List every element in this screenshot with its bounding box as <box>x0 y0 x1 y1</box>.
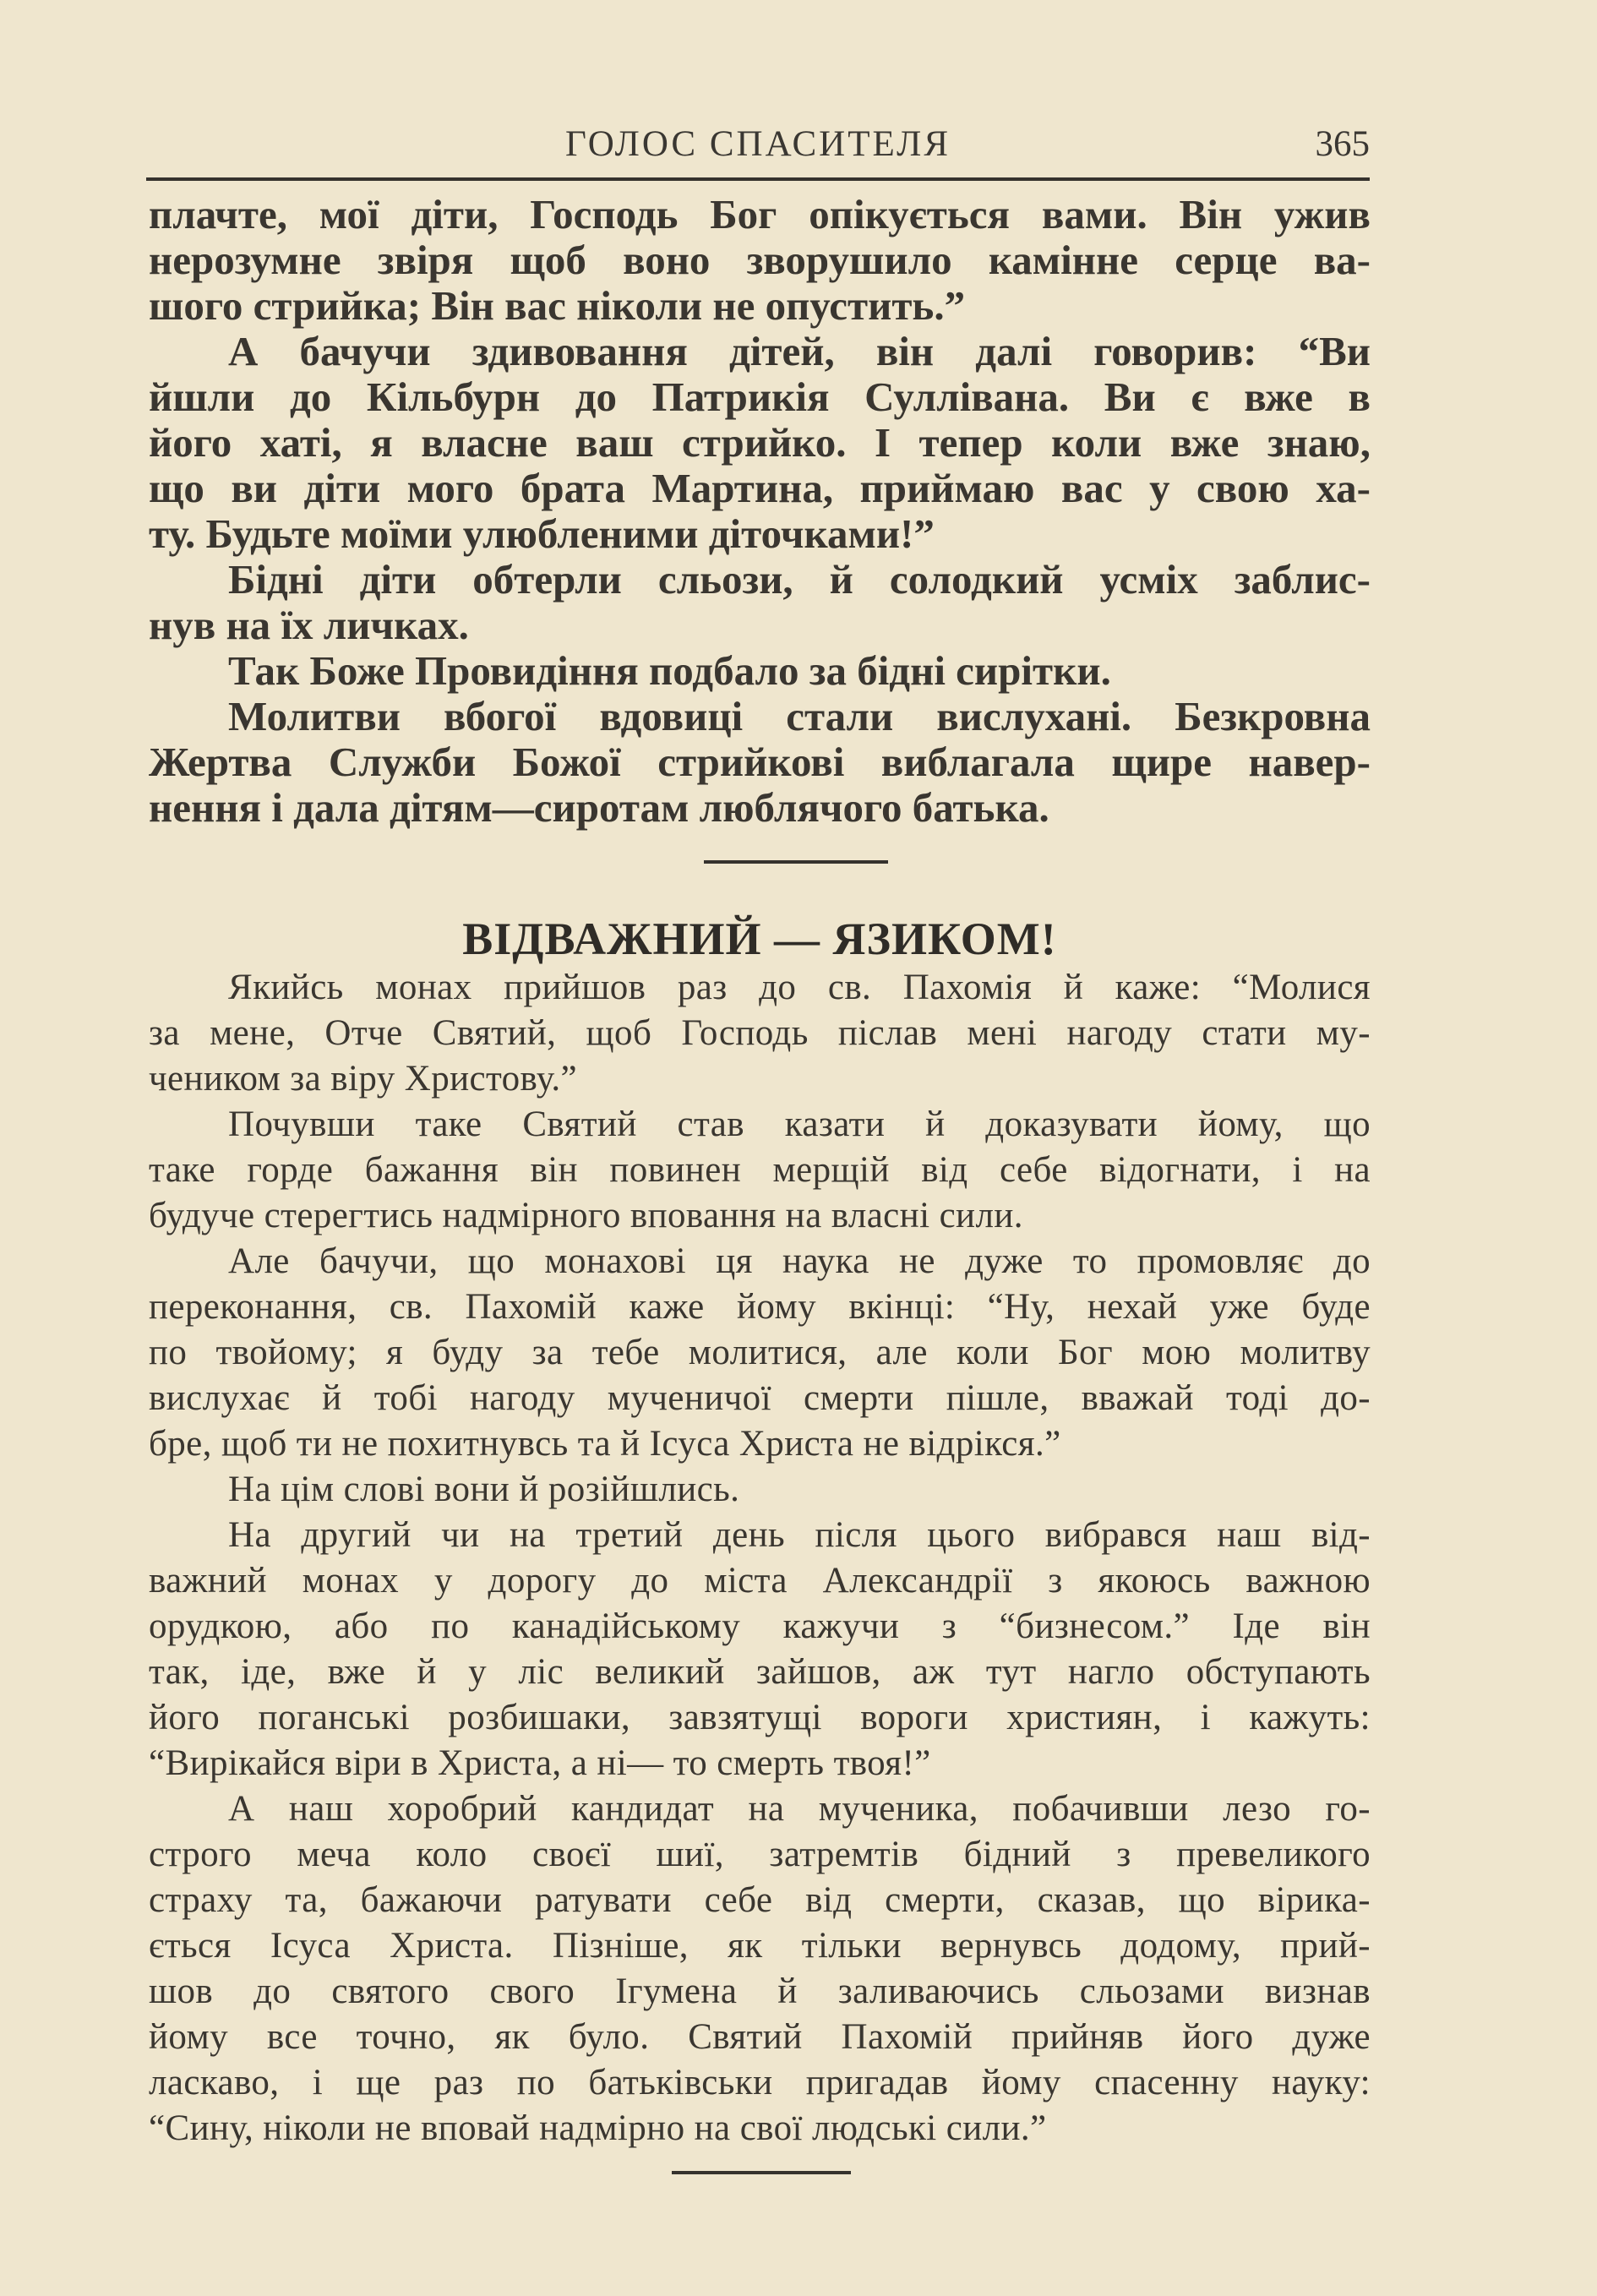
text-line: Молитви вбогої вдовиці стали вислухані. Безкровна <box>228 693 1371 739</box>
text-line: Жертва Служби Божої стрийкові виблагала щире навер- <box>149 739 1371 785</box>
text-line: На цім слові вони й розійшлись. <box>228 1470 740 1509</box>
article-heading: ВІДВАЖНИЙ — ЯЗИКОМ! <box>462 913 1057 964</box>
article-body <box>149 965 1371 2151</box>
text-line: будуче стерегтись надмірного вповання на власні сили. <box>149 1196 1023 1235</box>
text-line: шов до святого свого Ігумена й заливаючись сльозами визнав <box>149 1972 1371 2011</box>
text-line: А наш хоробрий кандидат на мученика, побачивши лезо го- <box>228 1789 1371 1829</box>
text-line: плачте, мої діти, Господь Бог опікується вами. Він ужив <box>149 191 1371 237</box>
text-line: ється Ісуса Христа. Пізніше, як тільки вернувсь додому, прий- <box>149 1926 1371 1966</box>
text-line: Але бачучи, що монахові ця наука не дуже то промовляє до <box>228 1241 1371 1281</box>
text-line: вислухає й тобі нагоду мученичої смерти пішле, вважай тоді до- <box>149 1378 1371 1418</box>
text-line: страху та, бажаючи ратувати себе від смерти, сказав, що вірика- <box>149 1880 1371 1920</box>
text-line: чеником за віру Христову.” <box>149 1059 577 1099</box>
text-line: ту. Будьте моїми улюбленими діточками!” <box>149 510 935 557</box>
text-line: “Вирікайся віри в Христа, а ні— то смерть твоя!” <box>149 1743 931 1783</box>
text-line: за мене, Отче Святий, щоб Господь післав мені нагоду стати му- <box>149 1013 1371 1053</box>
text-line: Так Боже Провидіння подбало за бідні сирітки. <box>228 647 1111 694</box>
text-line: його поганські розбишаки, завзятущі вороги християн, і кажуть: <box>149 1698 1371 1737</box>
running-header <box>146 118 1370 177</box>
text-line: ласкаво, і ще раз по батьківськи пригадав йому спасенну науку: <box>149 2063 1371 2102</box>
text-line: строго меча коло своєї шиї, затремтів бідний з превеликого <box>149 1835 1371 1874</box>
end-divider <box>672 2171 851 2174</box>
text-line: переконання, св. Пахомій каже йому вкінці: “Ну, нехай уже буде <box>149 1287 1371 1327</box>
text-line: орудкою, або по канадійському кажучи з “бизнесом.” Іде він <box>149 1606 1371 1646</box>
text-line: так, іде, вже й у ліс великий зайшов, аж тут нагло обступають <box>149 1652 1371 1692</box>
running-title: ГОЛОС СПАСИТЕЛЯ <box>564 124 951 164</box>
section-divider <box>704 860 888 864</box>
text-line: йому все точно, як було. Святий Пахомій прийняв його дуже <box>149 2017 1371 2057</box>
story-ending <box>149 192 1371 831</box>
text-line: “Сину, ніколи не вповай надмірно на свої людські сили.” <box>149 2108 1047 2148</box>
text-line: йшли до Кільбурн до Патрикія Суллівана. Ви є вже в <box>149 374 1371 420</box>
text-line: Якийсь монах прийшов раз до св. Пахомія й каже: “Молися <box>228 968 1371 1007</box>
text-line: шого стрийка; Він вас ніколи не опустить.” <box>149 282 966 329</box>
text-line: що ви діти мого брата Мартина, приймаю вас у свою ха- <box>149 465 1371 511</box>
text-line: бре, щоб ти не похитнувсь та й Ісуса Христа не відрікся.” <box>149 1424 1061 1464</box>
text-line: важний монах у дорогу до міста Александрії з якоюсь важною <box>149 1561 1371 1601</box>
text-line: нерозумне звіря щоб воно зворушило камінне серце ва- <box>149 237 1371 283</box>
text-line: На другий чи на третий день після цього вибрався наш від- <box>228 1515 1371 1555</box>
text-line: по твойому; я буду за тебе молитися, але коли Бог мою молитву <box>149 1333 1371 1372</box>
text-line: нення і дала дітям—сиротам люблячого батька. <box>149 784 1049 831</box>
text-line: його хаті, я власне ваш стрийко. І тепер коли вже знаю, <box>149 419 1371 466</box>
text-line: Бідні діти обтерли сльози, й солодкий усміх заблис- <box>228 556 1371 603</box>
text-line: Почувши таке Святий став казати й доказувати йому, що <box>228 1104 1371 1144</box>
header-rule <box>146 177 1370 181</box>
text-line: нув на їх личках. <box>149 602 469 648</box>
text-line: А бачучи здивовання дітей, він далі говорив: “Ви <box>228 328 1371 374</box>
page-number: 365 <box>1315 124 1370 164</box>
text-line: таке горде бажання він повинен мерщій від себе відогнати, і на <box>149 1150 1371 1190</box>
